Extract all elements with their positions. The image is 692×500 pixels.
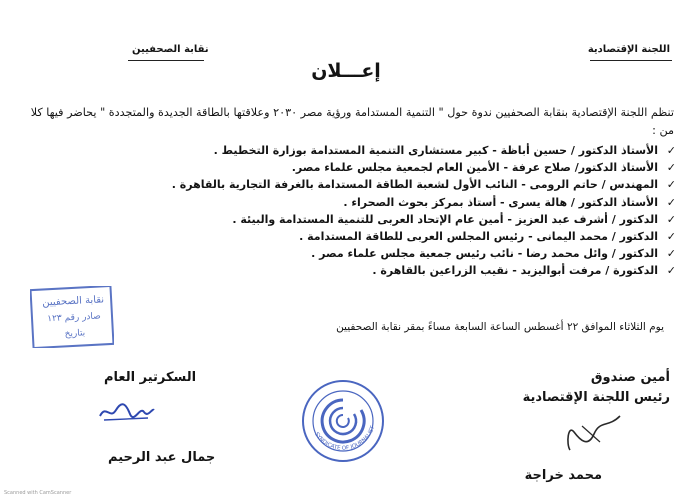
speaker-item (156, 194, 676, 211)
secretary-signature (96, 400, 156, 424)
speaker-text: الدكتورة / مرفت أبواليزيد - نقيب الزراعين بالقاهرة . (372, 264, 658, 278)
speaker-item (156, 176, 676, 193)
speaker-item (156, 142, 676, 159)
treasurer-title: أمين صندوق (590, 370, 670, 385)
stamp-text-2: صادر رقم ١٢٣ (47, 311, 102, 325)
speaker-text: الدكتور / أشرف عبد العزيز - أمين عام الإتحاد العربى للتنمية المستدامة والبيئة . (232, 212, 658, 226)
check-icon: ✓ (666, 161, 676, 175)
header-syndicate-label: نقابة الصحفيين (132, 44, 209, 55)
check-icon: ✓ (666, 144, 676, 158)
intro-paragraph: تنظم اللجنة الإقتصادية بنقابة الصحفيين ندوة حول " التنمية المستدامة ورؤية مصر ٢٠٣٠ وعلاقتها بالطاقة الجديدة والمتجددة " يحاضر فيها كلا من : (30, 106, 674, 137)
secretary-title: السكرتير العام (104, 370, 197, 385)
speaker-text: الدكتور / محمد اليمانى - رئيس المجلس العربى للطاقة المستدامة . (299, 230, 658, 244)
speaker-text: الأستاذ الدكتور/ صلاح عرفة - الأمين العام لجمعية مجلس علماء مصر. (291, 161, 658, 175)
check-icon: ✓ (666, 212, 676, 226)
syndicate-seal (300, 378, 386, 464)
check-icon: ✓ (666, 178, 676, 192)
speaker-text: الدكتور / وائل محمد رضا - نائب رئيس جمعية مجلس علماء مصر . (311, 247, 658, 261)
stamp-text-3: بتاريخ (64, 328, 86, 340)
header-committee-label: اللجنة الإقتصادية (587, 44, 670, 55)
scanner-watermark: Scanned with CamScanner (4, 490, 72, 496)
stamp-text-1: نقابة الصحفيين (42, 294, 105, 309)
treasurer-name: محمد خراجة (524, 468, 602, 483)
speaker-item (156, 159, 676, 176)
treasurer-signature (560, 410, 630, 456)
speaker-text: المهندس / حاتم الرومى - النائب الأول لشعبة الطاقة المستدامة بالغرفة التجارية بالقاهرة . (171, 178, 658, 192)
check-icon: ✓ (666, 247, 676, 261)
secretary-name: جمال عبد الرحيم (108, 450, 216, 465)
received-stamp (30, 286, 114, 348)
check-icon: ✓ (666, 230, 676, 244)
speakers-list (156, 142, 676, 280)
event-date-line: يوم الثلاثاء الموافق ٢٢ أغسطس الساعة السابعة مساءً بمقر نقابة الصحفيين (336, 321, 664, 333)
speaker-item (156, 228, 676, 245)
treasurer-title-block (523, 368, 670, 408)
speaker-item (156, 211, 676, 228)
speaker-item (156, 245, 676, 262)
announcement-title: إعـــلان (311, 60, 381, 82)
seal-text: SYNDICATE OF JOURNALIST (313, 425, 377, 452)
speaker-text: الأستاذ الدكتور / حسين أباظة - كبير مستشارى التنمية المستدامة بوزارة التخطيط . (213, 144, 658, 158)
committee-head-title: رئيس اللجنة الإقتصادية (522, 390, 670, 405)
speaker-item (156, 262, 676, 279)
check-icon: ✓ (666, 195, 676, 209)
secretary-title-block (104, 368, 196, 388)
check-icon: ✓ (666, 264, 676, 278)
speaker-text: الأستاذ الدكتور / هالة يسرى - أستاذ بمركز بحوث الصحراء . (343, 195, 658, 209)
